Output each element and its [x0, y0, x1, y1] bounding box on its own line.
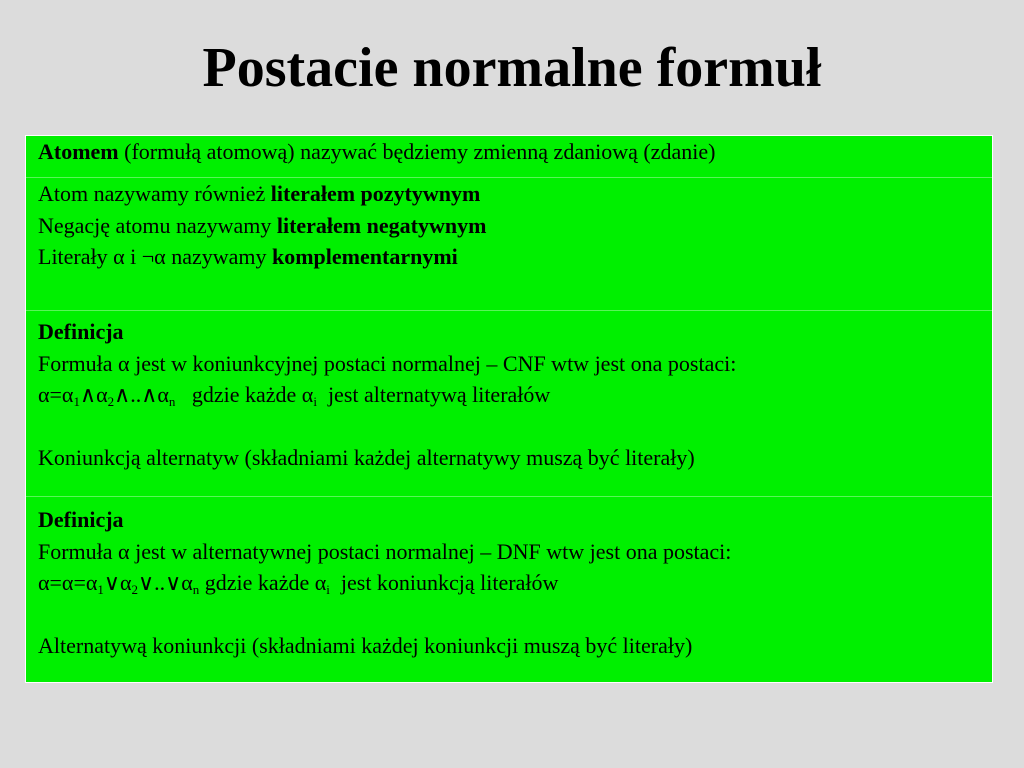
positive-literal-line: Atom nazywamy również literałem pozytywnym	[38, 181, 481, 206]
dnf-definition	[38, 504, 984, 662]
dnf-formula: $\alpha=\alpha=\alpha_1\vee\alpha_2\vee..\vee\alpha_n$ gdzie każde $\alpha_i$ jest koniunkcją literałów	[38, 570, 559, 597]
dnf-summary: Alternatywą koniunkcji (składniami każdej koniunkcji muszą być literały)	[38, 633, 693, 658]
atom-definition	[38, 136, 984, 168]
complementary-term: komplementarnymi	[272, 244, 458, 269]
positive-literal-term: literałem pozytywnym	[270, 181, 481, 206]
divider	[26, 310, 992, 311]
cnf-summary: Koniunkcją alternatyw (składniami każdej alternatywy muszą być literały)	[38, 445, 695, 470]
negative-literal-term: literałem negatywnym	[276, 212, 487, 238]
cnf-definition	[38, 316, 984, 474]
dnf-text: Formuła α jest w alternatywnej postaci normalnej – DNF wtw jest ona postaci:	[38, 538, 732, 564]
content-panel	[25, 135, 993, 683]
slide-title: Postacie normalne formuł	[202, 37, 822, 99]
cnf-formula: $\alpha=\alpha_1\wedge\alpha_2\wedge..\wedge\alpha_n$ gdzie każde $\alpha_i$ jest alternatywą literałów	[38, 382, 551, 409]
cnf-text: Formuła α jest w koniunkcyjnej postaci normalnej – CNF wtw jest ona postaci:	[38, 350, 737, 376]
dnf-heading: Definicja	[38, 507, 124, 532]
cnf-heading: Definicja	[38, 319, 124, 344]
complementary-literal-line: Literały α i ¬α nazywamy komplementarnymi	[38, 244, 458, 269]
literals-section	[38, 178, 984, 273]
atom-term: Atomem	[38, 139, 119, 164]
negative-literal-line: Negację atomu nazywamy literałem negatywnym	[38, 212, 487, 238]
atom-definition-text: (formułą atomową) nazywać będziemy zmienną zdaniową (zdanie)	[118, 139, 716, 164]
divider	[26, 496, 992, 497]
